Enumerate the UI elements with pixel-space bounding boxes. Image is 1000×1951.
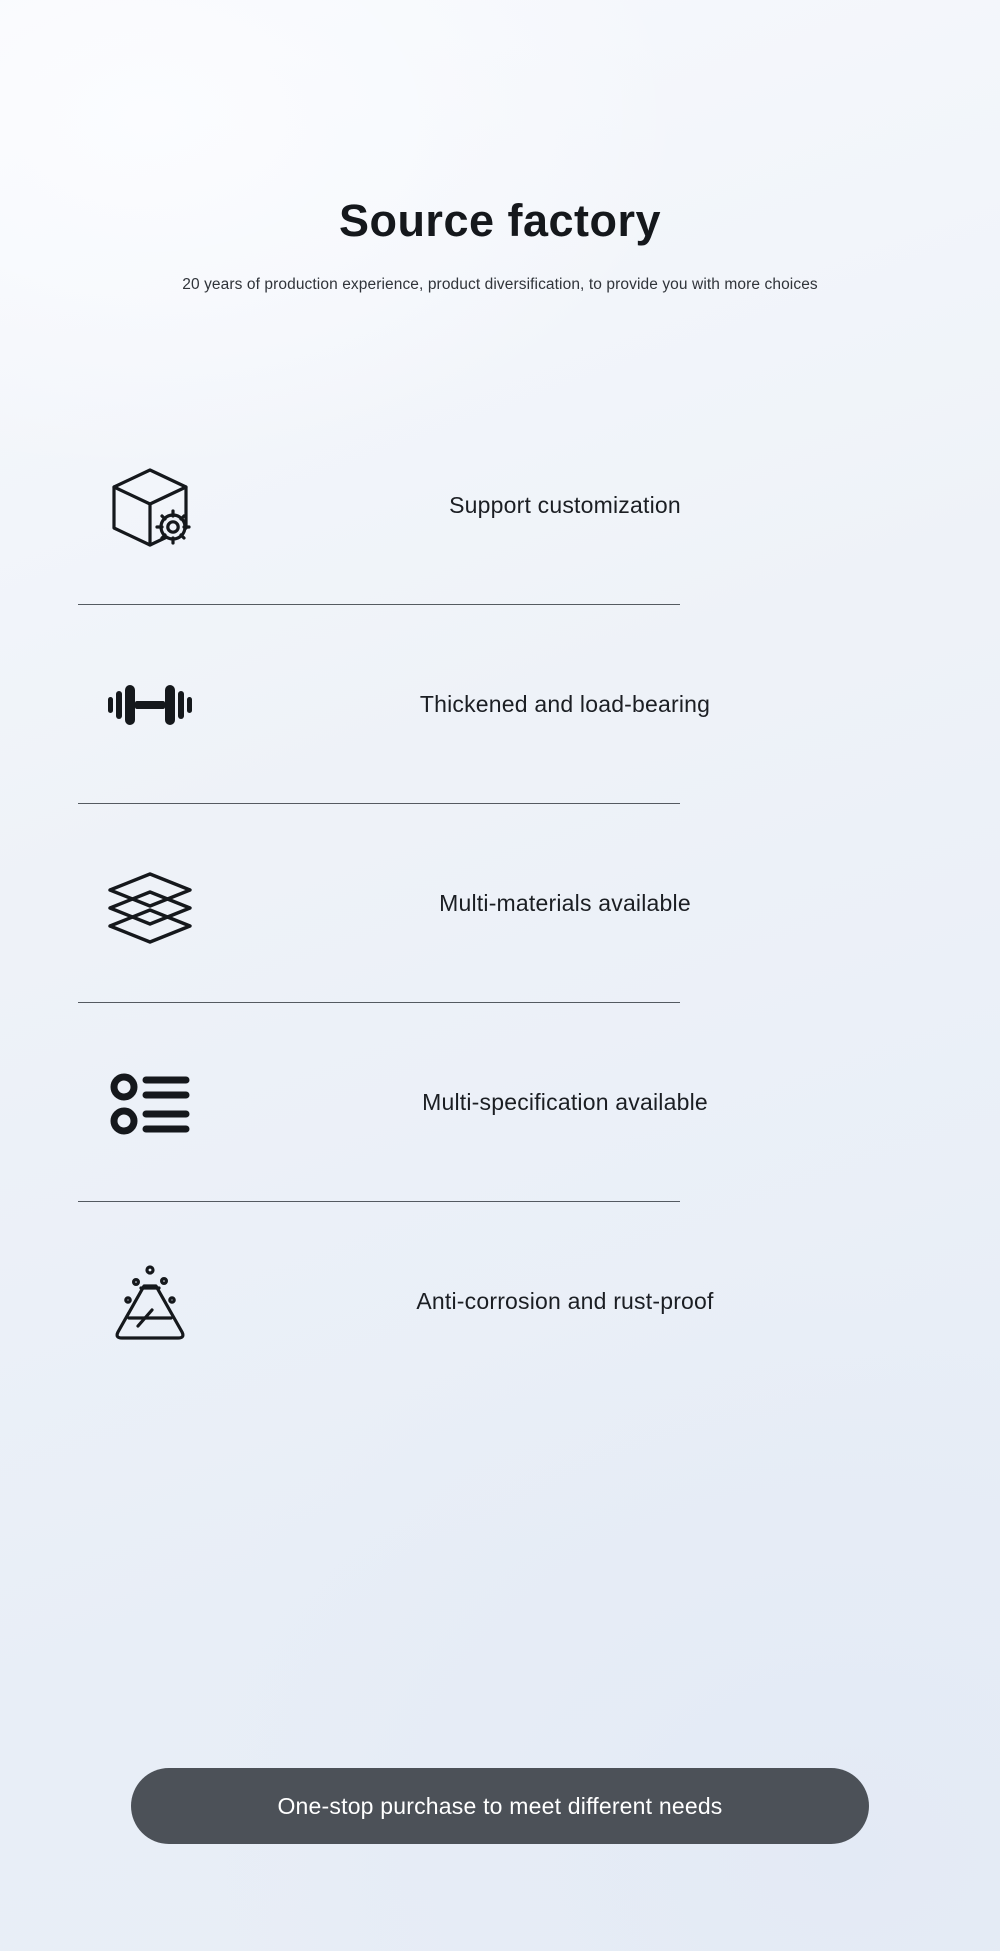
anti-corrosion-flask-icon [95, 1247, 205, 1357]
specification-list-icon [95, 1048, 205, 1158]
list-item [0, 1003, 1000, 1202]
one-stop-purchase-button[interactable]: One-stop purchase to meet different needs [131, 1768, 869, 1844]
list-item [0, 605, 1000, 804]
dumbbell-icon [95, 650, 205, 760]
list-item [0, 406, 1000, 605]
feature-label: Thickened and load-bearing [419, 691, 711, 717]
page-header [0, 0, 1000, 294]
page-title: Source factory [338, 195, 662, 246]
list-item [0, 1202, 1000, 1401]
list-item [0, 804, 1000, 1003]
feature-label: Anti-corrosion and rust-proof [416, 1288, 714, 1314]
feature-label: Support customization [449, 492, 681, 518]
page-subtitle: 20 years of production experience, product diversification, to provide you with more choices [182, 275, 818, 293]
feature-label: Multi-specification available [422, 1089, 708, 1115]
cta-container [0, 1768, 1000, 1844]
box-gear-icon [95, 451, 205, 561]
layers-icon [95, 849, 205, 959]
feature-list [0, 406, 1000, 1401]
feature-label: Multi-materials available [439, 890, 691, 916]
